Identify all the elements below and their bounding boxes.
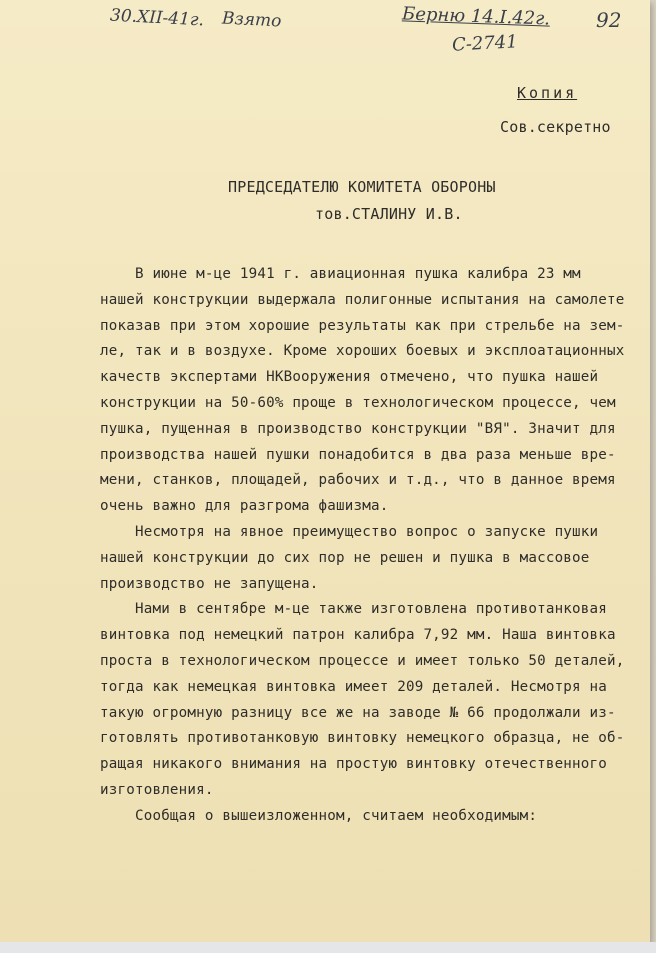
secrecy-label: Сов.секретно xyxy=(500,118,611,136)
body-line: изготовления. xyxy=(100,781,214,798)
body-line: Несмотря на явное преимущество вопрос о запуске пушки xyxy=(100,523,599,540)
handwritten-date: 30.XII-41г. xyxy=(109,5,205,31)
body-line: пушка, пущенная в производство конструкции "ВЯ". Значит для xyxy=(100,420,616,437)
body-line: винтовка под немецкий патрон калибра 7,92 мм. Наша винтовка xyxy=(100,627,616,644)
body-line: мени, станков, площадей, рабочих и т.д., что в данное время xyxy=(100,472,616,489)
body-line: ле, так и в воздухе. Кроме хороших боевых и эксплоатационных xyxy=(100,343,625,360)
scan-background-edge xyxy=(0,942,656,953)
body-line: нашей конструкции выдержала полигонные испытания на самолете xyxy=(100,291,625,308)
body-line: производства нашей пушки понадобится в два раза меньше вре- xyxy=(100,446,616,463)
handwritten-receiver-note: Берню 14.I.42г. xyxy=(401,3,551,30)
handwritten-code: С-2741 xyxy=(451,31,519,56)
body-line: конструкции на 50-60% проще в технологическом процессе, чем xyxy=(100,394,616,411)
body-line: очень важно для разгрома фашизма. xyxy=(100,498,389,515)
body-line: Сообщая о вышеизложенном, считаем необходимым: xyxy=(100,807,538,824)
copy-label: Копия xyxy=(517,84,578,102)
body-line: показав при этом хорошие результаты как при стрельбе на зем- xyxy=(100,317,625,334)
addressee-name: тов.СТАЛИНУ И.В. xyxy=(315,205,463,223)
handwritten-note: Взято xyxy=(221,8,282,32)
letter-body xyxy=(100,262,640,830)
body-line: тогда как немецкая винтовка имеет 209 деталей. Несмотря на xyxy=(100,678,608,695)
body-line: качеств экспертами НКВооружения отмечено, что пушка нашей xyxy=(100,369,599,386)
body-line: такую огромную разницу все же на заводе № 66 продолжали из- xyxy=(100,704,616,721)
body-line: готовлять противотанковую винтовку немецкого образца, не об- xyxy=(100,730,625,747)
body-line: нашей конструкции до сих пор не решен и пушка в массовое xyxy=(100,549,590,566)
body-line: производство не запущена. xyxy=(100,575,319,592)
body-line: проста в технологическом процессе и имеет только 50 деталей, xyxy=(100,652,625,669)
addressee-title: ПРЕДСЕДАТЕЛЮ КОМИТЕТА ОБОРОНЫ xyxy=(228,178,496,196)
body-line: ращая никакого внимания на простую винтовку отечественного xyxy=(100,756,608,773)
body-line: В июне м-це 1941 г. авиационная пушка калибра 23 мм xyxy=(100,266,581,282)
page-number: 92 xyxy=(596,8,622,32)
body-line: Нами в сентябре м-це также изготовлена противотанковая xyxy=(100,601,608,618)
